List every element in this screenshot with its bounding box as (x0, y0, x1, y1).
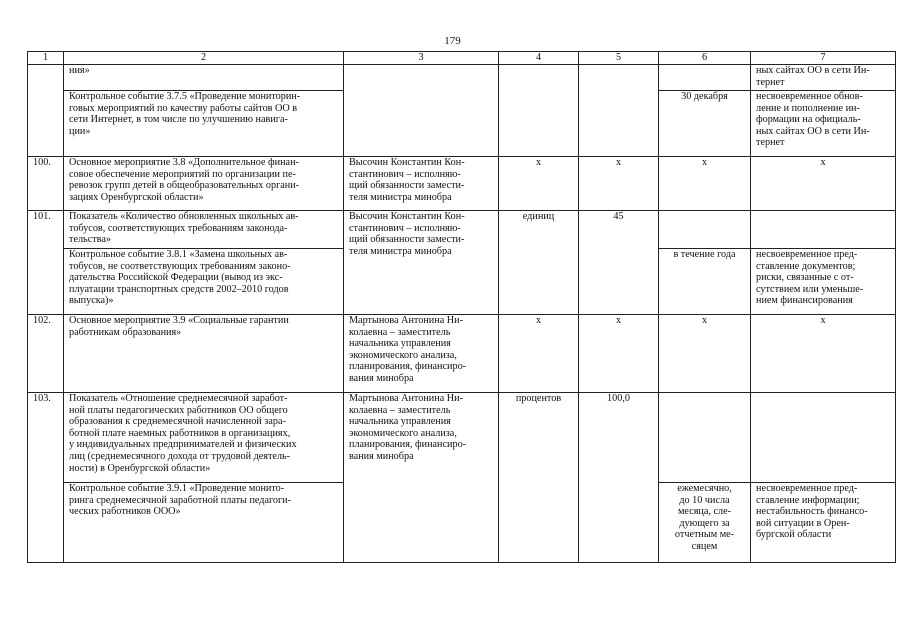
table-row (28, 393, 896, 483)
unit-cell: x (499, 157, 579, 211)
responsible-cell: Мартынова Антонина Ни- колаевна – заместитель начальника управления экономического анализа, планирования, финансиро- вания минобра (344, 393, 499, 563)
table-row (28, 315, 896, 393)
unit-cell: x (499, 315, 579, 393)
responsible-cell: Мартынова Антонина Ни- колаевна – заместитель начальника управления экономического анализа, планирования, финансиро- вания минобра (344, 315, 499, 393)
risk-cell: несвоевременное обнов- ление и пополнение ин- формации на официаль- ных сайтах ОО в сети Ин- тернет (751, 91, 896, 157)
document-table (27, 51, 896, 563)
name-cell: Основное мероприятие 3.8 «Дополнительное финан- совое обеспечение мероприятий по организации пе- ревозок групп детей в общеобразовательных органи- зациях Оренбургской области» (64, 157, 344, 211)
table-row (28, 157, 896, 211)
row-number-cell (28, 65, 64, 157)
name-cell: Контрольное событие 3.7.5 «Проведение мониторин- говых мероприятий по качеству работы сайтов ОО в сети Интернет, в том числе по улучшению навига- ции» (64, 91, 344, 157)
risk-cell (751, 393, 896, 483)
name-cell: Показатель «Отношение среднемесячной заработ- ной платы педагогических работников ОО общего образования к среднемесячной начисленной зара- ботной плате наемных работников в организациях, у индивидуальных предпринимателей и физических лиц (среднемесячного дохода от трудовой деятель- ности) в Оренбургской области» (64, 393, 344, 483)
column-header: 6 (659, 52, 751, 65)
unit-cell: единиц (499, 211, 579, 315)
risk-cell: x (751, 157, 896, 211)
risk-cell (751, 211, 896, 249)
row-number-cell: 100. (28, 157, 64, 211)
risk-cell: несвоевременное пред- ставление информации; нестабильность финансо- вой ситуации в Орен- бургской области (751, 483, 896, 563)
column-header: 2 (64, 52, 344, 65)
column-header: 7 (751, 52, 896, 65)
value-cell: 100,0 (579, 393, 659, 563)
responsible-cell: Высочин Константин Кон- стантинович – исполняю- щий обязанности замести- теля министра минобра (344, 211, 499, 315)
responsible-cell (344, 65, 499, 157)
value-cell: x (579, 315, 659, 393)
name-cell: Контрольное событие 3.9.1 «Проведение монито- ринга среднемесячной заработной платы педагоги- ческих работников ООО» (64, 483, 344, 563)
unit-cell (499, 65, 579, 157)
row-number-cell: 102. (28, 315, 64, 393)
page-number: 179 (444, 35, 461, 47)
name-cell: Контрольное событие 3.8.1 «Замена школьных ав- тобусов, не соответствующих требованиям законо- дательства Российской Федерации (вывод из экс- плуатации транспортных средств 2002–2010 годов выпуска)» (64, 249, 344, 315)
value-cell: 45 (579, 211, 659, 315)
name-cell: ния» (64, 65, 344, 91)
name-cell: Показатель «Количество обновленных школьных ав- тобусов, соответствующих требованиям законода- тельства» (64, 211, 344, 249)
deadline-cell (659, 65, 751, 91)
deadline-cell: x (659, 157, 751, 211)
deadline-cell: 30 декабря (659, 91, 751, 157)
row-number-cell: 103. (28, 393, 64, 563)
table-row (28, 65, 896, 91)
risk-cell: ных сайтах ОО в сети Ин- тернет (751, 65, 896, 91)
column-header: 3 (344, 52, 499, 65)
responsible-cell: Высочин Константин Кон- стантинович – исполняю- щий обязанности замести- теля министра минобра (344, 157, 499, 211)
value-cell (579, 65, 659, 157)
table-row (28, 211, 896, 249)
column-header: 1 (28, 52, 64, 65)
column-header: 4 (499, 52, 579, 65)
deadline-cell: ежемесячно, до 10 числа месяца, сле- дующего за отчетным ме- сяцем (659, 483, 751, 563)
deadline-cell (659, 211, 751, 249)
risk-cell: несвоевременное пред- ставление документов; риски, связанные с от- сутствием или уменьше- нием финансирования (751, 249, 896, 315)
deadline-cell (659, 393, 751, 483)
table-header-row (28, 52, 896, 65)
risk-cell: x (751, 315, 896, 393)
unit-cell: процентов (499, 393, 579, 563)
row-number-cell: 101. (28, 211, 64, 315)
value-cell: x (579, 157, 659, 211)
name-cell: Основное мероприятие 3.9 «Социальные гарантии работникам образования» (64, 315, 344, 393)
deadline-cell: x (659, 315, 751, 393)
column-header: 5 (579, 52, 659, 65)
deadline-cell: в течение года (659, 249, 751, 315)
